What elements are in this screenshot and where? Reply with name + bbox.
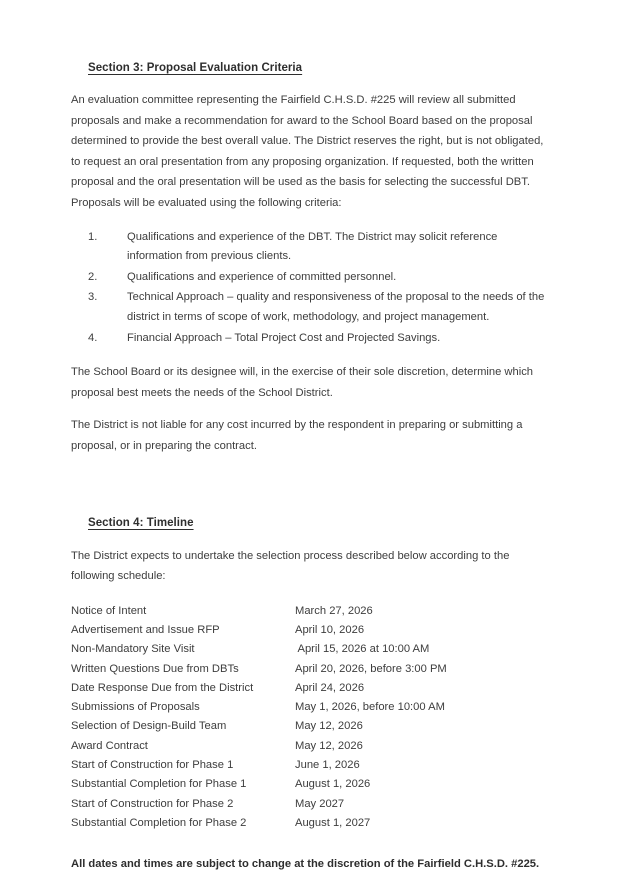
document-body xyxy=(71,62,547,885)
table-row xyxy=(71,698,547,717)
timeline-task: Substantial Completion for Phase 2 xyxy=(71,816,247,829)
table-row xyxy=(71,737,547,756)
timeline-task: Selection of Design-Build Team xyxy=(71,720,227,733)
table-row xyxy=(71,660,547,679)
table-row xyxy=(71,679,547,698)
evaluation-criteria-list xyxy=(71,228,547,349)
timeline-date: March 27, 2026 xyxy=(295,604,373,617)
table-row xyxy=(71,814,547,833)
table-row xyxy=(71,756,547,775)
timeline-task: Substantial Completion for Phase 1 xyxy=(71,778,247,791)
table-row xyxy=(71,621,547,640)
timeline-task: Notice of Intent xyxy=(71,604,147,617)
school-board-discretion-paragraph: The School Board or its designee will, in the exercise of their sole discretion, determine which proposal best meets the needs of the School District. xyxy=(71,366,534,399)
timeline-task: Award Contract xyxy=(71,739,148,752)
timeline-task: Start of Construction for Phase 1 xyxy=(71,759,234,772)
timeline-date: April 15, 2026 at 10:00 AM xyxy=(295,643,430,656)
timeline-date: August 1, 2027 xyxy=(295,816,371,829)
timeline-task: Non-Mandatory Site Visit xyxy=(71,643,195,656)
table-row xyxy=(71,795,547,814)
list-item: Technical Approach – quality and responsiveness of the proposal to the needs of the district in terms of scope of work, methodology, and project management. xyxy=(127,291,545,323)
timeline-task: Start of Construction for Phase 2 xyxy=(71,797,234,810)
timeline-date: May 1, 2026, before 10:00 AM xyxy=(295,701,445,714)
list-item: Qualifications and experience of committed personnel. xyxy=(127,270,397,283)
table-row xyxy=(71,717,547,736)
section-4-intro-paragraph: The District expects to undertake the selection process described below according to the following schedule: xyxy=(71,549,510,583)
list-item: Financial Approach – Total Project Cost and Projected Savings. xyxy=(127,331,441,344)
timeline-schedule-table xyxy=(71,602,547,834)
timeline-date: April 20, 2026, before 3:00 PM xyxy=(295,662,447,675)
timeline-date: April 24, 2026 xyxy=(295,681,365,694)
timeline-task: Advertisement and Issue RFP xyxy=(71,623,220,636)
timeline-date: May 2027 xyxy=(295,797,345,810)
table-row xyxy=(71,775,547,794)
timeline-date: April 10, 2026 xyxy=(295,623,365,636)
timeline-task: Date Response Due from the District xyxy=(71,681,254,694)
table-row xyxy=(71,602,547,621)
table-row xyxy=(71,640,547,659)
timeline-date: August 1, 2026 xyxy=(295,778,371,791)
timeline-task: Written Questions Due from DBTs xyxy=(71,662,239,675)
list-item: Qualifications and experience of the DBT. The District may solicit reference information from previous clients. xyxy=(127,230,498,263)
district-liability-paragraph: The District is not liable for any cost incurred by the respondent in preparing or submitting a proposal, or in preparing the contract. xyxy=(71,419,523,452)
section-3-intro-paragraph: An evaluation committee representing the Fairfield C.H.S.D. #225 will review all submitted proposals and make a recommendation for award to the School Board based on the proposal determined to provide the best overall value. The District reserves the right, but is not obligated, to request an oral presentation from any proposing organization. If requested, both the written proposal and the oral presentation will be used as the basis for selecting the successful DBT. Proposals will be evaluated using the following criteria: xyxy=(71,94,544,209)
timeline-date: May 12, 2026 xyxy=(295,739,363,752)
timeline-footer-note: All dates and times are subject to change at the discretion of the Fairfield C.H.S.D. #225. xyxy=(71,858,540,871)
timeline-task: Submissions of Proposals xyxy=(71,701,200,714)
section-4-heading: Section 4: Timeline xyxy=(88,516,194,529)
timeline-date: June 1, 2026 xyxy=(295,759,360,772)
section-divider-space xyxy=(71,471,547,517)
section-3-heading: Section 3: Proposal Evaluation Criteria xyxy=(88,62,303,74)
timeline-table-body xyxy=(71,602,547,834)
timeline-date: May 12, 2026 xyxy=(295,720,363,733)
